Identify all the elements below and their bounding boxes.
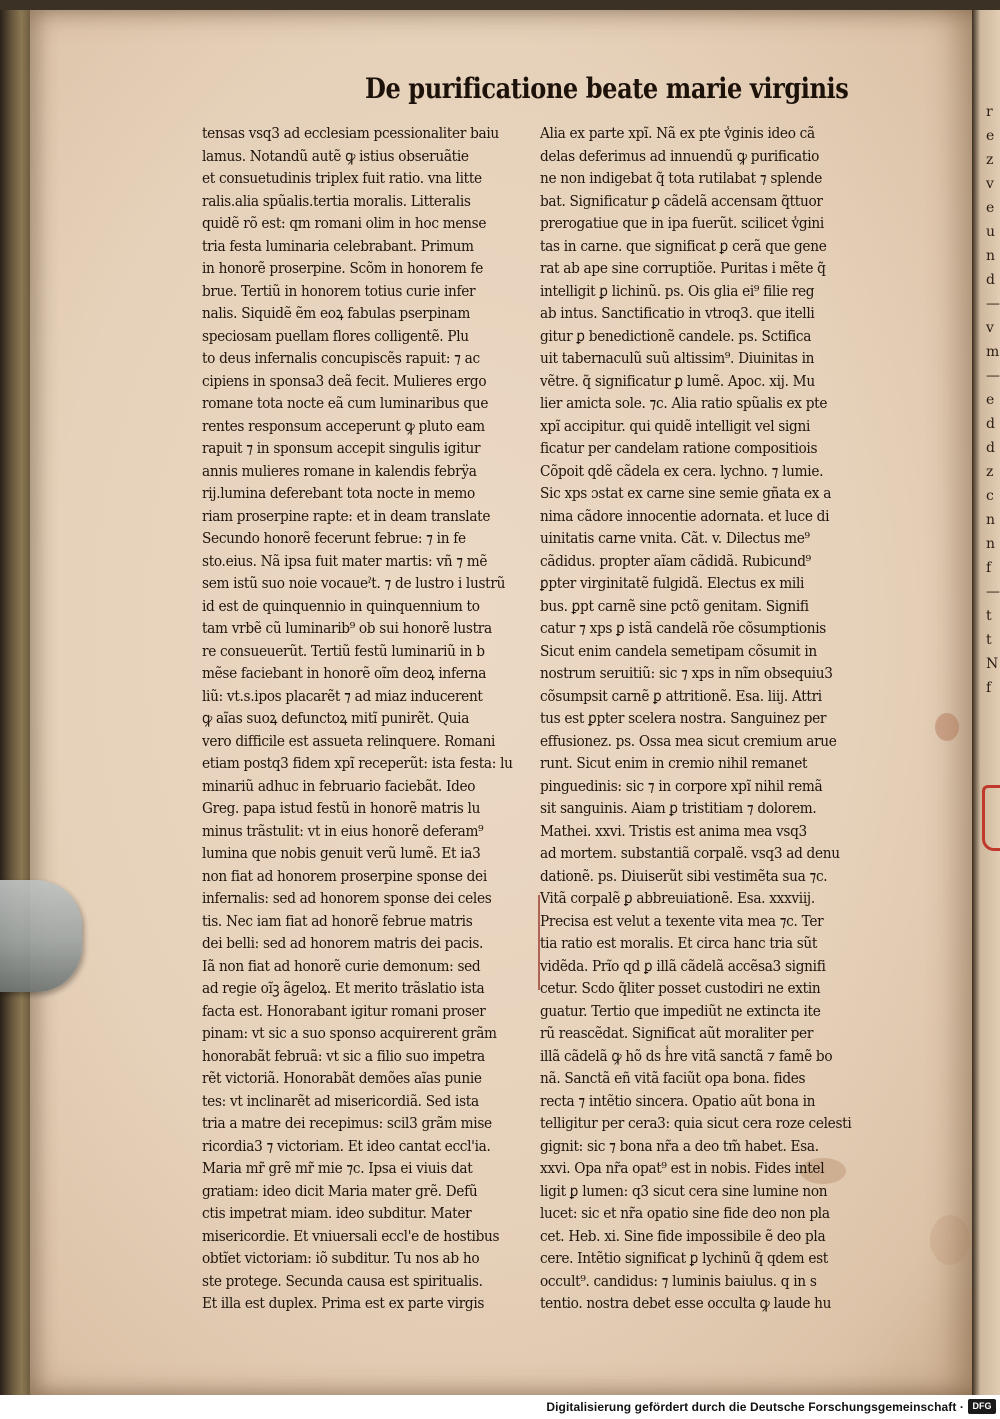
text-line: honorabãt februã: vt sic a filio suo impetra bbox=[202, 1046, 485, 1065]
text-line: xxvi. Opa nr̃a opat⁹ est in nobis. Fides intel bbox=[540, 1159, 825, 1177]
funding-credit: Digitalisierung gefördert durch die Deutsche Forschungsgemeinschaft · bbox=[546, 1400, 964, 1414]
text-line: ad regie oĩꝫ ãgeloꝝ. Et merito trãslatio ista bbox=[202, 979, 485, 997]
text-line: gratiam: ideo dicit Maria mater grẽ. Defũ bbox=[202, 1181, 478, 1200]
text-line: in honorẽ proserpine. Scõm in honorem fe bbox=[202, 259, 484, 277]
text-line: ficatur per candelam ratione compositiois bbox=[540, 439, 818, 457]
text-line: ligit ꝑ lumen: q3 sicut cera sine lumine non bbox=[540, 1181, 828, 1200]
text-line: recta ⁊ intẽtio sincera. Opatio aũt bona in bbox=[540, 1091, 816, 1110]
text-line: obtĩet victoriam: iõ subditur. Tu nos ab ho bbox=[202, 1249, 480, 1267]
text-line: guatur. Tertio que impediũt ne extincta ite bbox=[540, 1001, 821, 1020]
text-line: effusionez. ps. Ossa mea sicut cremium arue bbox=[540, 731, 837, 750]
red-initial-fragment bbox=[982, 785, 1000, 851]
text-line: Cõpoit qdẽ cãdela ex cera. lychno. ⁊ lumie. bbox=[540, 461, 824, 480]
text-line: xpĩ accipitur. qui quidẽ intelligit vel signi bbox=[540, 416, 811, 435]
text-line: facta est. Honorabant igitur romani proser bbox=[202, 1001, 486, 1020]
text-line: nã. Sanctã eñ vitã faciũt opa bona. fides bbox=[540, 1069, 806, 1087]
text-line: nima cãdore innocentie adornata. et luce di bbox=[540, 506, 830, 525]
text-line: dei belli: sed ad honorem matris dei pacis. bbox=[202, 934, 484, 952]
footer-bar bbox=[0, 1395, 1000, 1419]
text-line: rapuit ⁊ in sponsum accepit singulis igitur bbox=[202, 439, 481, 457]
text-line: Sicut enim candela semetipam cõsumit in bbox=[540, 641, 817, 660]
text-line: cere. Intẽtio significat ꝑ lychinũ q̃ qdem est bbox=[540, 1249, 828, 1267]
text-line: ste protege. Secunda causa est spiritualis. bbox=[202, 1271, 483, 1290]
adjacent-page-edge bbox=[972, 10, 1000, 1395]
text-line: to deus infernalis concupiscẽs rapuit: ⁊ ac bbox=[202, 349, 480, 367]
text-line: intelligit ꝑ lichinũ. ps. Ois glia ei⁹ filie reg bbox=[540, 281, 815, 300]
text-line: re consueuerũt. Tertiũ festũ luminariũ in b bbox=[202, 641, 485, 660]
text-line: catur ⁊ xps ꝑ istã candelã rõe cõsumptionis bbox=[540, 619, 827, 637]
text-line: gignit: sic ⁊ bona nr̃a a deo tm̃ habet. Esa. bbox=[540, 1136, 819, 1155]
text-line: tas in carne. que significat ꝑ cerã que gene bbox=[540, 236, 827, 255]
text-line: cãdidus. propter aĩam cãdidã. Rubicund⁹ bbox=[540, 551, 811, 570]
text-line: rat ab ape sine corruptiõe. Puritas i mẽte q̃ bbox=[540, 259, 826, 277]
text-line: nostrum seruitiũ: sic ⁊ xps in nĩm obsequiu3 bbox=[540, 664, 833, 682]
text-line: pinam: vt sic a suo sponso acquirerent grãm bbox=[202, 1024, 497, 1042]
text-line: ad mortem. substantiã corpalẽ. vsq3 ad denu bbox=[540, 844, 840, 862]
text-line: tria festa luminaria celebrabant. Primum bbox=[202, 236, 474, 255]
text-line: Iã non fiat ad honorẽ curie demonum: sed bbox=[202, 956, 481, 975]
text-line: tam vrbẽ cũ luminarib⁹ ob sui honorẽ lustra bbox=[202, 619, 492, 637]
text-line: annis mulieres romane in kalendis febrÿa bbox=[202, 461, 477, 480]
text-line: ab intus. Sanctificatio in vtroq3. que itelli bbox=[540, 304, 815, 322]
text-line: uinitatis carne vnita. Cãt. v. Dilectus me⁹ bbox=[540, 529, 810, 547]
text-line: occult⁹. candidus: ⁊ luminis baiulus. q in s bbox=[540, 1271, 817, 1290]
text-line: illã cãdelã ꝙ hõ ds h̾re vitã sanctã ⁊ famẽ bo bbox=[540, 1046, 833, 1065]
text-line: romane tota nocte eã cum luminaribus que bbox=[202, 394, 489, 412]
text-line: tes: vt inclinarẽt ad misericordiã. Sed ista bbox=[202, 1091, 479, 1110]
text-line: lamus. Notandũ autẽ ꝙ istius obseruãtie bbox=[202, 146, 469, 165]
text-line: prerogatiue que in ipa fuerũt. scilicet v̾gini bbox=[540, 214, 824, 232]
text-line: Greg. papa istud festũ in honorẽ matris lu bbox=[202, 799, 481, 817]
text-line: lumina que nobis genuit verũ lumẽ. Et ia3 bbox=[202, 844, 481, 862]
foxing-stain bbox=[930, 1215, 970, 1265]
red-ink-stain bbox=[935, 713, 959, 741]
text-line: Precisa est velut a texente vita mea ⁊c. Ter bbox=[540, 911, 824, 930]
text-line: brue. Tertiũ in honorem totius curie infer bbox=[202, 281, 476, 300]
text-line: sit sanguinis. Aiam ꝑ tristitiam ⁊ dolorem. bbox=[540, 799, 817, 817]
text-line: Mathei. xxvi. Tristis est anima mea vsq3 bbox=[540, 821, 807, 840]
text-line: Et illa est duplex. Prima est ex parte virgis bbox=[202, 1294, 485, 1312]
text-line: bat. Significatur ꝑ cãdelã accensam q̃ttuor bbox=[540, 191, 823, 210]
text-line: telligitur per cera3: quia sicut cera roze celesti bbox=[540, 1114, 852, 1132]
text-line: Vitã corpalẽ ꝑ abbreuiationẽ. Esa. xxxviij. bbox=[540, 889, 815, 907]
text-line: pinguedinis: sic ⁊ in corpore xpĩ nihil remã bbox=[540, 776, 823, 795]
text-line: rẽt victoriã. Honorabãt demões aĩas punie bbox=[202, 1069, 482, 1087]
text-line: nalis. Siquidẽ ẽm eoꝝ fabulas pserpinam bbox=[202, 304, 470, 322]
text-line: riam proserpine rapte: et in deam translate bbox=[202, 506, 491, 525]
text-line: ctis impetrat miam. ideo subditur. Mater bbox=[202, 1204, 472, 1222]
text-line: tia ratio est moralis. Et circa hanc tria sũt bbox=[540, 934, 818, 952]
right-text-column bbox=[540, 122, 910, 1315]
text-line: vẽtre. q̃ significatur ꝑ lumẽ. Apoc. xij. Mu bbox=[540, 371, 815, 390]
text-line: cetur. Scdo q̃liter posset custodiri ne extin bbox=[540, 979, 821, 997]
text-line: liũ: vt.s.ipos placarẽt ⁊ ad miaz inducerent bbox=[202, 686, 483, 705]
text-line: et consuetudinis triplex fuit ratio. vna litte bbox=[202, 169, 482, 187]
text-line: delas deferimus ad innuendũ ꝙ purificatio bbox=[540, 146, 820, 165]
text-line: Sic xps ɔstat ex carne sine semie gñata ex a bbox=[540, 484, 832, 502]
text-line: speciosam puellam flores colligentẽ. Plu bbox=[202, 326, 469, 345]
text-line: sem istũ suo noie vocaueˀt. ⁊ de lustro i lustrũ bbox=[202, 574, 506, 592]
text-line: vidẽda. Prĩo qd ꝑ illã cãdelã accẽsa3 signifi bbox=[540, 956, 826, 975]
text-line: rentes responsum acceperunt ꝙ pluto eam bbox=[202, 416, 485, 435]
text-line: Secundo honorẽ fecerunt februe: ⁊ in fe bbox=[202, 529, 466, 547]
text-line: cipiens in sponsa3 deã fecit. Mulieres ergo bbox=[202, 371, 487, 390]
left-text-column bbox=[202, 122, 572, 1315]
text-line: mẽse faciebant in honorẽ oĩm deoꝝ inferna bbox=[202, 664, 487, 682]
text-line: id est de quinquennio in quinquennium to bbox=[202, 596, 480, 615]
text-line: uit tabernaculũ suũ altissim⁹. Diuinitas in bbox=[540, 349, 815, 367]
text-line: ne non indigebat q̃ tota rutilabat ⁊ splende bbox=[540, 169, 823, 187]
text-line: lucet: sic et nr̃a opatio sine fide deo non pla bbox=[540, 1204, 830, 1222]
page-holder-clip bbox=[0, 880, 82, 992]
adjacent-page-fragments: r e z v e u n d — v m — e d d z c n n f — t t N f bbox=[986, 104, 999, 696]
text-line: ꝙ aĩas suoꝝ defunctoꝝ mitĩ punirẽt. Quia bbox=[202, 709, 470, 727]
text-line: Alia ex parte xpĩ. Nã ex pte v̾ginis ideo cã bbox=[540, 124, 815, 142]
text-line: vero difficile est assueta relinquere. Romani bbox=[202, 731, 496, 750]
text-line: ralis.alia spũalis.tertia moralis. Litteralis bbox=[202, 191, 471, 210]
text-line: etiam postq3 fidem xpĩ receperũt: ista festa: lu bbox=[202, 754, 513, 772]
text-line: gitur ꝑ benedictionẽ candele. ps. Sctifica bbox=[540, 326, 812, 345]
text-line: dationẽ. ps. Diuiserũt sibi vestimẽta sua ⁊c. bbox=[540, 866, 828, 885]
text-line: lier amicta sole. ⁊c. Alia ratio spũalis ex pte bbox=[540, 394, 828, 412]
text-line: infernalis: sed ad honorem sponse dei celes bbox=[202, 889, 492, 907]
running-head: De purificatione beate marie virginis bbox=[365, 72, 849, 105]
text-line: rij.lumina deferebant tota nocte in memo bbox=[202, 484, 475, 502]
text-line: cõsumpsit carnẽ ꝑ attritionẽ. Esa. liij. Attri bbox=[540, 686, 822, 705]
text-line: misericordie. Et vniuersali eccl'e de hostibus bbox=[202, 1226, 500, 1245]
text-line: tensas vsq3 ad ecclesiam pcessionaliter baiu bbox=[202, 124, 499, 142]
text-line: Maria mr̃ grẽ mr̃ mie ⁊c. Ipsa ei viuis dat bbox=[202, 1159, 473, 1177]
text-line: tis. Nec iam fiat ad honorẽ februe matris bbox=[202, 911, 473, 930]
text-line: tria a matre dei recepimus: scil3 grãm mise bbox=[202, 1114, 492, 1132]
text-line: bus. ꝑpt carnẽ sine pctõ genitam. Signifi bbox=[540, 596, 809, 615]
text-line: runt. Sicut enim in cremio nihil remanet bbox=[540, 754, 808, 772]
text-line: non fiat ad honorem proserpine sponse dei bbox=[202, 866, 487, 885]
dfg-logo: DFG bbox=[968, 1399, 996, 1414]
text-line: tus est ꝑpter scelera nostra. Sanguinez per bbox=[540, 709, 827, 727]
text-line: minus trãstulit: vt in eius honorẽ deferam⁹ bbox=[202, 821, 484, 840]
text-line: cet. Heb. xi. Sine fide impossibile ẽ deo pla bbox=[540, 1226, 826, 1245]
text-line: quidẽ rõ est: qm romani olim in hoc mense bbox=[202, 214, 487, 232]
margin-red-rule bbox=[538, 895, 540, 990]
text-line: sto.eius. Nã ipsa fuit mater martis: vñ ⁊ mẽ bbox=[202, 551, 488, 570]
text-line: rũ reascẽdat. Significat aũt moraliter per bbox=[540, 1024, 814, 1042]
text-line: ꝑpter virginitatẽ fulgidã. Electus ex mili bbox=[540, 574, 805, 592]
text-line: minariũ adhuc in februario faciebãt. Ideo bbox=[202, 776, 476, 795]
text-line: ricordia3 ⁊ victoriam. Et ideo cantat eccl'ia. bbox=[202, 1136, 491, 1155]
text-line: tentio. nostra debet esse occulta ꝙ laude hu bbox=[540, 1294, 832, 1312]
